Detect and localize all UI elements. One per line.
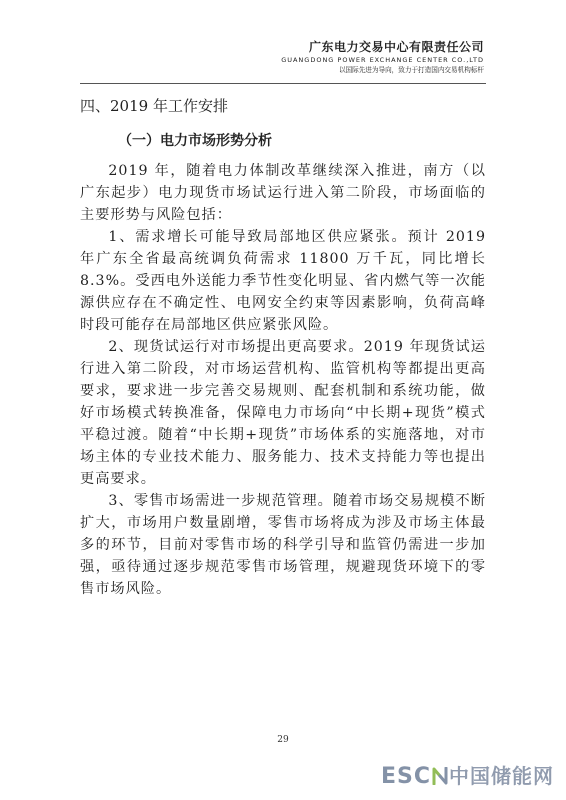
paragraph-demand: 1、需求增长可能导致局部地区供应紧张。预计 2019 年广东全省最高统调负荷需求 11800 万千瓦，同比增长 8.3%。受西电外送能力季节性变化明显、省内燃气等一次能源供应存在不确定性、电网安全约束等因素影响，负荷高峰时段可能存在局部地区供应紧张风险。 [80, 229, 486, 333]
letterhead [244, 40, 484, 75]
paragraph-retail-market: 3、零售市场需进一步规范管理。随着市场交易规模不断扩大，市场用户数量剧增，零售市场将成为涉及市场主体最多的环节，目前对零售市场的科学引导和监管仍需进一步加强，亟待通过逐步规范零售市场管理，规避现货环境下的零售市场风险。 [80, 493, 486, 597]
watermark-site-name: 中国储能网 [449, 764, 554, 788]
watermark-n-logo-icon [432, 767, 448, 785]
section-heading: 四、2019 年工作安排 [80, 97, 228, 115]
company-name-english: GUANGDONG POWER EXCHANGE CENTER CO.,LTD [281, 56, 484, 64]
esn-watermark [381, 760, 554, 789]
page-number: 29 [277, 735, 289, 745]
body-text [80, 160, 486, 600]
company-slogan: 以国际先进为导向，致力于打造国内交易机构标杆 [338, 66, 484, 74]
paragraph-spot-market: 2、现货试运行对市场提出更高要求。2019 年现货试运行进入第二阶段，对市场运营机构、监管机构等都提出更高要求，要求进一步完善交易规则、配套机制和系统功能，做好市场模式转换准备，保障电力市场向“中长期+现货”模式平稳过渡。随着“中长期+现货”市场体系的实施落地，对市场主体的专业技术能力、服务能力、技术支持能力等也提出更高要求。 [80, 339, 486, 487]
watermark-esc-text: ESC [380, 764, 431, 789]
paragraph-intro: 2019 年，随着电力体制改革继续深入推进，南方（以广东起步）电力现货市场试运行进入第二阶段，市场面临的主要形势与风险包括： [80, 163, 486, 223]
header-divider [80, 83, 486, 84]
subsection-heading: （一）电力市场形势分析 [118, 133, 272, 149]
company-name: 广东电力交易中心有限责任公司 [308, 40, 484, 54]
